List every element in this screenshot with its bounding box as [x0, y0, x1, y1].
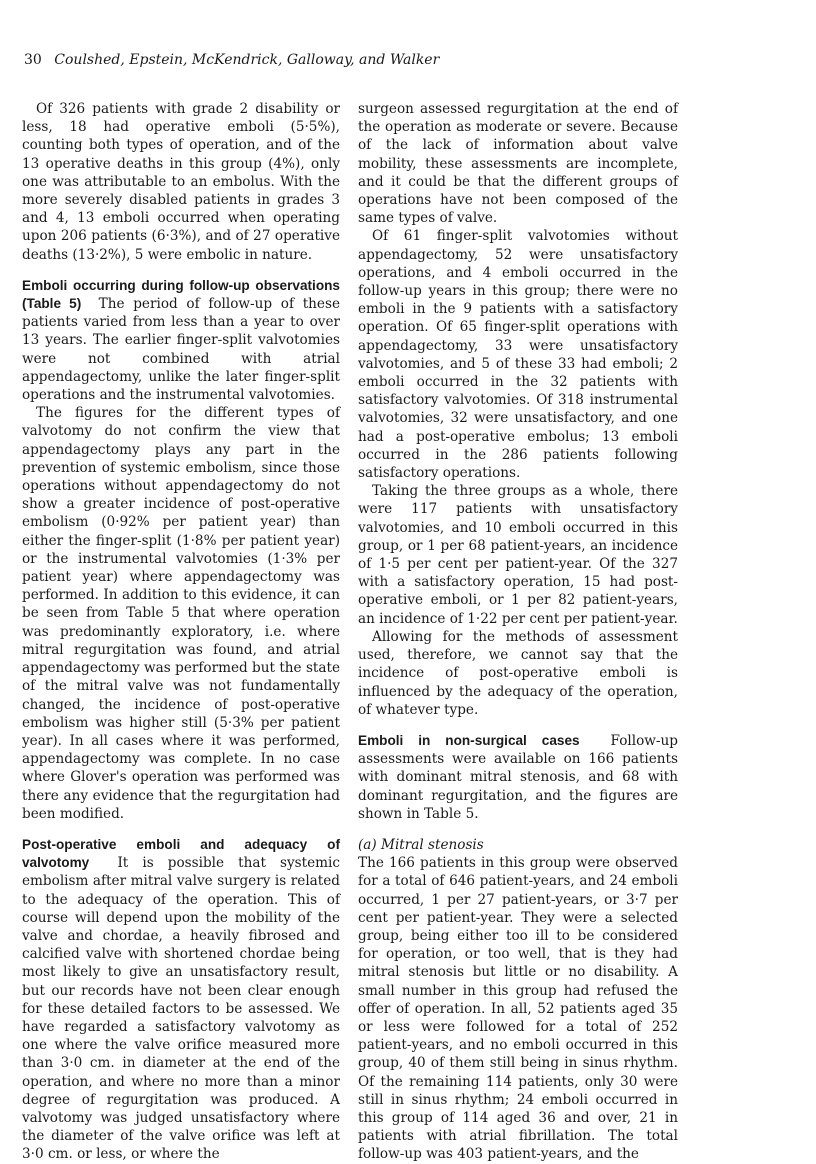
- running-head-authors: Coulshed, Epstein, McKendrick, Galloway, and Walker: [54, 52, 440, 68]
- section-heading: Emboli in non-surgical cases: [358, 732, 580, 748]
- paragraph: Allowing for the methods of assessment used, therefore, we cannot say that the incidence of post-operative emboli is influenced by the adequacy of the operation, of whatever type.: [358, 628, 678, 718]
- left-column: [22, 100, 340, 1164]
- paragraph: [22, 277, 340, 404]
- paragraph: The 166 patients in this group were observed for a total of 646 patient-years, and 24 emboli occurred, 1 per 27 patient-years, or 3·7 per cent per patient-year. They were a selected group, being either too ill to be considered for operation, or too well, that is they had mitral stenosis but little or no disability. A small number in this group had refused the offer of operation. In all, 52 patients aged 35 or less were followed for a total of 252 patient-years, and no emboli occurred in this group, 40 of them still being in sinus rhythm. Of the remaining 114 patients, only 30 were still in sinus rhythm; 24 emboli occurred in this group of 114 aged 36 and over, 21 in patients with atrial fibrillation. The total follow-up was 403 patient-years, and the: [358, 855, 678, 1163]
- section-heading: Emboli occurring during follow-up observations (Table 5): [22, 277, 340, 312]
- running-head: [24, 51, 439, 69]
- section-body: It is possible that systemic embolism after mitral valve surgery is related to the adequacy of the operation. This of course will depend upon the mobility of the valve and chordae, a heavily fibrosed and calcified valve with shortened chordae being most likely to give an unsatisfactory result, but our records have not been clear enough for these detailed factors to be assessed. We have regarded a satisfactory valvotomy as one where the valve orifice measured more than 3·0 cm. in diameter at the end of the operation, and where no more than a minor degree of regurgitation was produced. A valvotomy was judged unsatisfactory where the diameter of the valve orifice was left at 3·0 cm. or less, or where the: [22, 855, 340, 1163]
- paragraph: Taking the three groups as a whole, there were 117 patients with unsatisfactory valvotomies, and 10 emboli occurred in this group, or 1 per 68 patient-years, an incidence of 1·5 per cent per patient-year. Of the 327 with a satisfactory operation, 15 had post-operative emboli, or 1 per 82 patient-years, an incidence of 1·22 per cent per patient-year.: [358, 483, 678, 627]
- section-adequacy: [22, 836, 340, 1164]
- page-number: 30: [24, 52, 42, 68]
- right-column: [358, 100, 678, 1164]
- paragraph: [358, 732, 678, 823]
- subsection-heading: (a) Mitral stenosis: [358, 836, 484, 853]
- section-non-surgical: [358, 732, 678, 823]
- paragraph: Of 326 patients with grade 2 disability or less, 18 had operative emboli (5·5%), counting both types of operation, and of the 13 operative deaths in this group (4%), only one was attributable to an embolus. With the more severely disabled patients in grades 3 and 4, 13 emboli occurred when operating upon 206 patients (6·3%), and of 27 operative deaths (13·2%), 5 were embolic in nature.: [22, 101, 340, 263]
- paragraph: surgeon assessed regurgitation at the end of the operation as moderate or severe. Because of the lack of information about valve mobility, these assessments are incomplete, and it could be that the different groups of operations have not been composed of the same types of valve.: [358, 101, 678, 227]
- section-body: The period of follow-up of these patients varied from less than a year to over 13 years. The earlier finger-split valvotomies were not combined with atrial appendagectomy, unlike the later finger-split operations and the instrumental valvotomies.: [22, 296, 340, 404]
- paragraph: The figures for the different types of valvotomy do not confirm the view that appendagectomy plays any part in the prevention of systemic embolism, since those operations without appendagectomy do not show a greater incidence of post-operative embolism (0·92% per patient year) than either the finger-split (1·8% per patient year) or the instrumental valvotomies (1·3% per patient year) where appendagectomy was performed. In addition to this evidence, it can be seen from Table 5 that where operation was predominantly exploratory, i.e. where mitral regurgitation was found, and atrial appendagectomy was performed but the state of the mitral valve was not fundamentally changed, the incidence of post-operative embolism was higher still (5·3% per patient year). In all cases where it was performed, appendagectomy was complete. In no case where Glover's operation was performed was there any evidence that the regurgitation had been modified.: [22, 405, 340, 822]
- section-body: Follow-up assessments were available on 166 patients with dominant mitral stenosis, and 68 with dominant regurgitation, and the figures are shown in Table 5.: [358, 732, 678, 822]
- paragraph: Of 61 finger-split valvotomies without appendagectomy, 52 were unsatisfactory operations, and 4 emboli occurred in the follow-up years in this group; there were no emboli in the 9 patients with a satisfactory operation. Of 65 finger-split operations with appendagectomy, 33 were unsatisfactory valvotomies, and 5 of these 33 had emboli; 2 emboli occurred in the 32 patients with satisfactory valvotomies. Of 318 instrumental valvotomies, 32 were unsatisfactory, and one had a post-operative embolus; 13 emboli occurred in the 286 patients following satisfactory operations.: [358, 228, 678, 482]
- paragraph: [22, 836, 340, 1164]
- section-heading: Post-operative emboli and adequacy of valvotomy: [22, 836, 340, 871]
- section-follow-up: [22, 277, 340, 404]
